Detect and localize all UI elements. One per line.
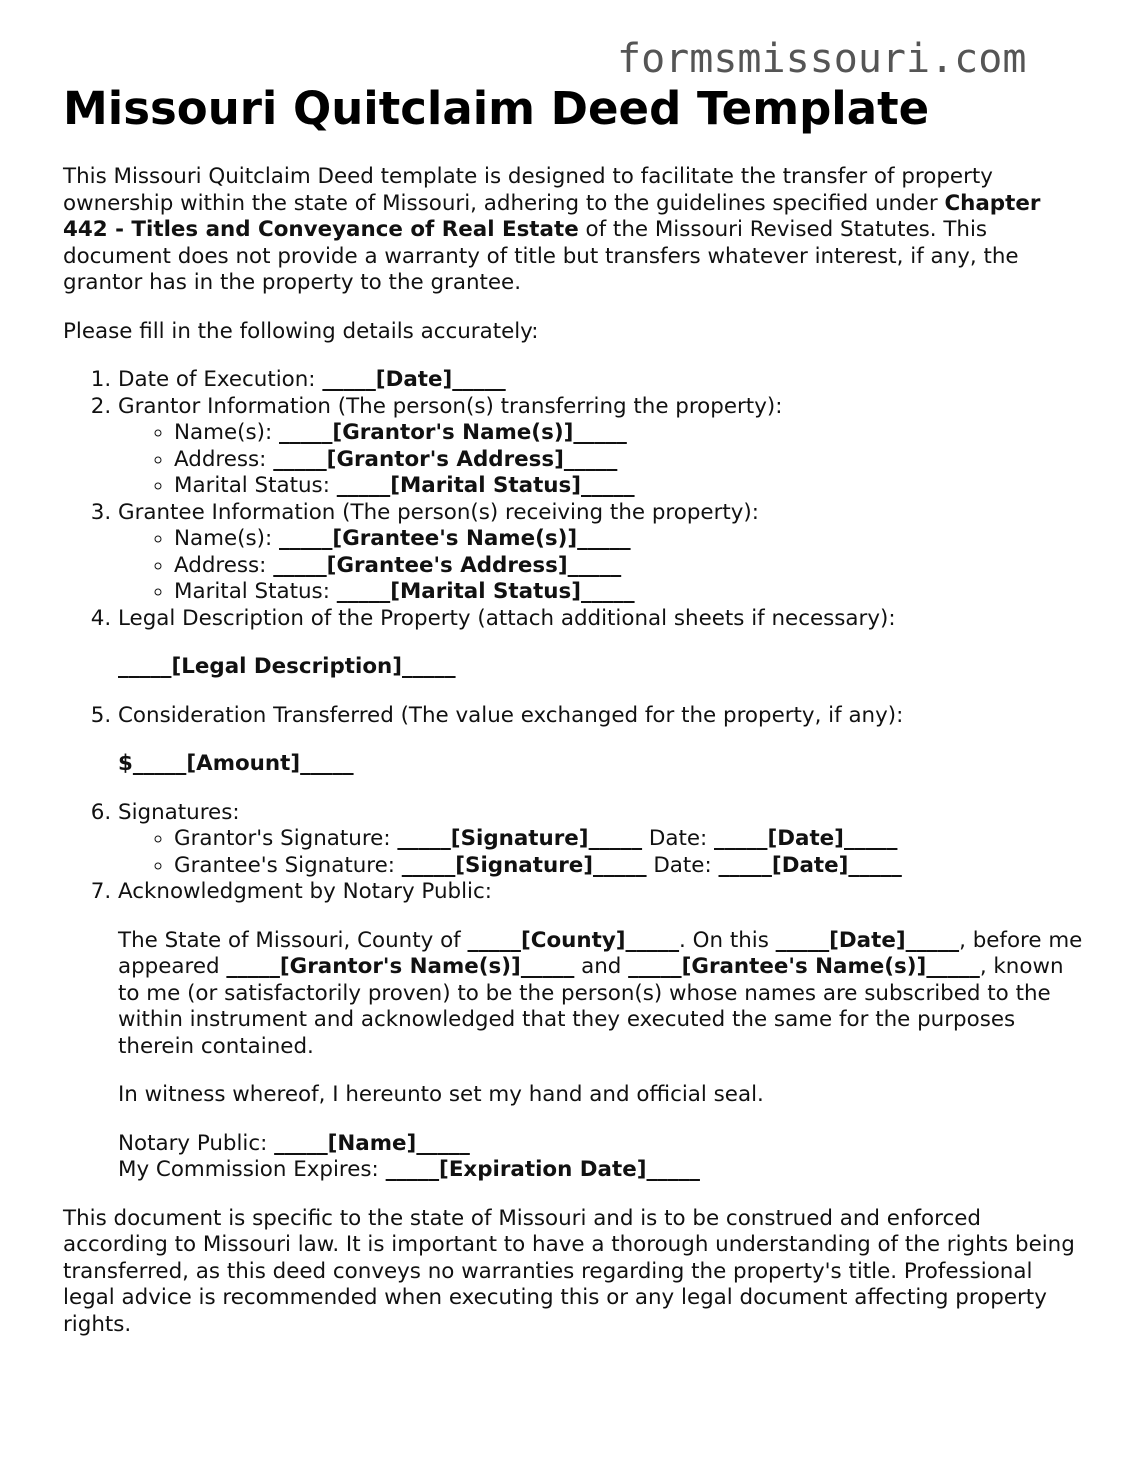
signatures-heading: Signatures: (118, 799, 240, 825)
grantor-signature-date-field[interactable]: _____[Date]_____ (714, 826, 898, 851)
watermark: formsmissouri.com (617, 36, 1027, 82)
notary-witness-statement: In witness whereof, I hereunto set my hand and official seal. (118, 1082, 764, 1107)
list-item-notary (118, 879, 1083, 1184)
notary-grantee-names-field[interactable]: _____[Grantee's Name(s)]_____ (628, 954, 980, 979)
grantor-sublist (118, 420, 1083, 500)
grantor-marital-field[interactable]: _____[Marital Status]_____ (336, 473, 635, 498)
grantee-signature-label: Grantee's Signature: (174, 852, 402, 878)
legal-description-field[interactable]: _____[Legal Description]_____ (118, 654, 456, 679)
notary-public-name-field[interactable]: _____[Name]_____ (274, 1130, 470, 1156)
grantee-marital-field[interactable]: _____[Marital Status]_____ (336, 579, 635, 604)
grantee-marital-label: Marital Status: (174, 579, 337, 604)
grantor-heading: Grantor Information (The person(s) transferring the property): (118, 393, 783, 419)
grantee-signature-date-field[interactable]: _____[Date]_____ (718, 852, 902, 878)
grantor-signature-item (174, 826, 1083, 853)
grantor-address-item (174, 447, 1083, 474)
signatures-sublist (118, 826, 1083, 879)
statute-reference: Chapter 442 - Titles and Conveyance of Real Estate (63, 190, 1041, 242)
grantor-address-label: Address: (174, 446, 274, 472)
grantor-signature-field[interactable]: _____[Signature]_____ (397, 826, 643, 851)
fields-list (63, 367, 1083, 1184)
list-item-signatures (118, 800, 1083, 880)
grantee-address-item (174, 553, 1083, 580)
grantee-address-label: Address: (174, 552, 274, 578)
date-execution-label: Date of Execution: (118, 367, 323, 392)
list-item-legal-description (118, 606, 1083, 681)
grantee-name-field[interactable]: _____[Grantee's Name(s)]_____ (278, 526, 631, 551)
commission-expires-field[interactable]: _____[Expiration Date]_____ (385, 1157, 700, 1182)
intro-text-2: of the Missouri Revised Statutes. This document does not provide a warranty of title but transfers whatever interest, if any, the grantor has in the property to the grantee. (63, 217, 1019, 295)
notary-text-2: . On this (679, 927, 776, 953)
grantor-name-field[interactable]: _____[Grantor's Name(s)]_____ (278, 420, 627, 445)
notary-public-label: Notary Public: (118, 1130, 275, 1156)
notary-acknowledgment-paragraph (118, 928, 1083, 1061)
grantor-name-item (174, 420, 1083, 447)
legal-description-heading: Legal Description of the Property (attach additional sheets if necessary): (118, 605, 896, 631)
instructions: Please fill in the following details accurately: (63, 318, 539, 344)
intro-paragraph (63, 164, 1083, 297)
notary-text-4: and (574, 954, 629, 979)
page-title: Missouri Quitclaim Deed Template (63, 82, 930, 135)
grantee-marital-item (174, 579, 1083, 606)
grantor-name-label: Name(s): (174, 420, 279, 445)
notary-signature-block (118, 1131, 1083, 1184)
grantor-marital-item (174, 473, 1083, 500)
grantor-signature-date-label: Date: (642, 826, 714, 851)
notary-date-field[interactable]: _____[Date]_____ (775, 927, 960, 953)
commission-expires-label: My Commission Expires: (118, 1157, 386, 1182)
notary-grantor-names-field[interactable]: _____[Grantor's Name(s)]_____ (226, 954, 575, 979)
list-item-date-execution (118, 367, 1083, 394)
intro-text-1: This Missouri Quitclaim Deed template is designed to facilitate the transfer of property ownership within the state of Missouri, adhering to the guidelines specified under (63, 164, 993, 216)
notary-heading: Acknowledgment by Notary Public: (118, 879, 492, 904)
document-body (63, 164, 1083, 1338)
list-item-grantee (118, 500, 1083, 606)
grantor-marital-label: Marital Status: (174, 473, 337, 498)
consideration-heading: Consideration Transferred (The value exchanged for the property, if any): (118, 702, 904, 728)
grantee-name-item (174, 526, 1083, 553)
closing-paragraph: This document is specific to the state of Missouri and is to be construed and enforced according to Missouri law. It is important to have a thorough understanding of the rights being transferred, as this deed conveys no warranties regarding the property's title. Professional legal advice is recommended when executing this or any legal document affecting property rights. (63, 1205, 1075, 1337)
list-item-grantor (118, 394, 1083, 500)
date-execution-field[interactable]: _____[Date]_____ (322, 367, 506, 392)
consideration-amount-field[interactable]: $_____[Amount]_____ (118, 751, 354, 776)
list-item-consideration (118, 703, 1083, 778)
grantee-signature-date-label: Date: (646, 852, 719, 878)
grantee-heading: Grantee Information (The person(s) receiving the property): (118, 499, 759, 525)
grantor-signature-label: Grantor's Signature: (174, 826, 398, 851)
grantee-signature-field[interactable]: _____[Signature]_____ (401, 852, 647, 878)
notary-text-1: The State of Missouri, County of (118, 927, 468, 953)
grantee-sublist (118, 526, 1083, 606)
grantor-address-field[interactable]: _____[Grantor's Address]_____ (273, 446, 618, 472)
grantee-name-label: Name(s): (174, 526, 279, 551)
notary-text-3: , before me appeared (118, 927, 1083, 979)
grantee-signature-item (174, 853, 1083, 880)
notary-text-5: , known to me (or satisfactorily proven) to be the person(s) whose names are subscribed to the within instrument and acknowledged that they executed the same for the purposes therein contained. (118, 954, 1064, 1059)
grantee-address-field[interactable]: _____[Grantee's Address]_____ (273, 552, 622, 578)
notary-county-field[interactable]: _____[County]_____ (467, 927, 680, 953)
